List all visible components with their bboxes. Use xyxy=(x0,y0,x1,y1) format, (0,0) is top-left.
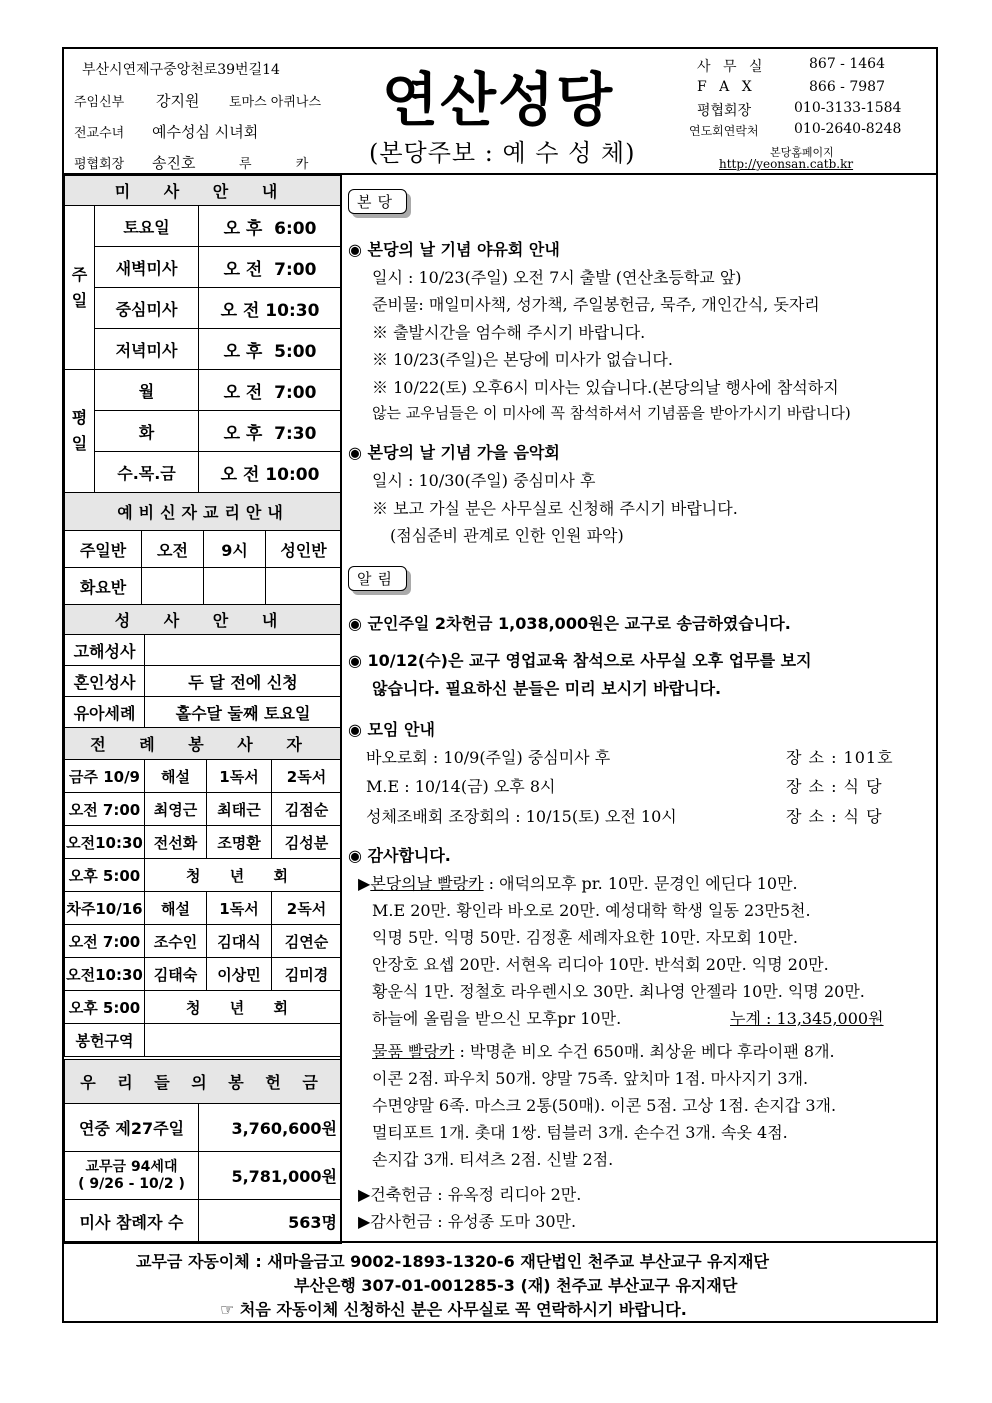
sacrament-name: 고해성사 xyxy=(65,635,145,666)
red-card-line: M.E 20만. 황인라 바오로 20만. 예성대학 학생 일동 23만5천. xyxy=(372,901,811,920)
picnic-line: 일시 : 10/23(주일) 오전 7시 출발 (연산초등학교 앞) xyxy=(372,268,742,287)
server-cell xyxy=(145,1024,342,1057)
nun-label: 전교수녀 xyxy=(74,126,125,141)
red-card-line: 익명 5만. 익명 50만. 김정훈 세례자요한 10만. 자모회 10만. xyxy=(372,928,798,947)
weekday-label-text: 평일 xyxy=(71,408,88,453)
notice-office-closed-cont: 않습니다. 필요하신 분들은 미리 보시기 바랍니다. xyxy=(372,679,722,698)
picnic-line: ※ 출발시간을 엄수해 주시기 바랍니다. xyxy=(372,323,646,342)
concert-line: (점심준비 관계로 인한 인원 파악) xyxy=(390,526,624,545)
notice-tag: 알림 xyxy=(348,566,407,591)
mass-name: 중심미사 xyxy=(95,288,199,329)
notice-military-sunday: ◉ 군인주일 2차헌금 1,038,000원은 교구로 송금하였습니다. xyxy=(348,614,791,633)
mass-name: 화 xyxy=(95,411,199,452)
catechumen-table xyxy=(64,492,342,605)
mass-name: 저녁미사 xyxy=(95,329,199,370)
meeting-place: 장 소 : 101호 xyxy=(786,748,894,767)
server-cell: 1독서 xyxy=(207,892,272,925)
contact-value-office: 867 - 1464 xyxy=(809,56,885,72)
bulletin-page xyxy=(62,47,938,1323)
council-label: 평협회장 xyxy=(74,157,125,172)
server-cell: 조수인 xyxy=(145,925,207,958)
offering-title: 우 리 들 의 봉 헌 금 xyxy=(65,1060,342,1104)
goods-line: 이콘 2점. 파우치 50개. 양말 75족. 앞치마 1점. 마사지기 3개. xyxy=(372,1069,809,1088)
server-cell: 오전10:30 xyxy=(65,826,145,859)
server-cell: 최태근 xyxy=(207,793,272,826)
server-cell: 최영근 xyxy=(145,793,207,826)
picnic-line: ※ 10/23(주일)은 본당에 미사가 없습니다. xyxy=(372,350,673,369)
contact-label-yeondo: 연도회연락처 xyxy=(689,124,759,138)
goods-line: 멀티포트 1개. 촛대 1쌍. 텀블러 3개. 손수건 3개. 속옷 4점. xyxy=(372,1123,788,1142)
red-card-total: 누계 : 13,345,000원 xyxy=(730,1009,884,1028)
goods-text: : 박명춘 비오 수건 650매. 최상윤 베다 후라이팬 8개. xyxy=(454,1042,835,1061)
red-card-label: 본당의날 빨랑카 xyxy=(370,874,484,893)
weekday-label xyxy=(65,370,95,493)
pastor-label: 주임신부 xyxy=(74,95,125,110)
mass-time: 오 후 5:00 xyxy=(199,329,342,370)
server-cell: 금주 10/9 xyxy=(65,760,145,793)
server-cell: 청 년 회 xyxy=(145,859,342,892)
offering-value: 3,760,600원 xyxy=(199,1104,342,1152)
meeting-place: 장 소 : 식 당 xyxy=(786,807,883,826)
offering-value: 5,781,000원 xyxy=(199,1152,342,1200)
contact-label-council: 평협회장 xyxy=(697,103,752,119)
goods-line xyxy=(372,1039,835,1062)
catechumen-cell xyxy=(142,568,204,605)
sacraments-table xyxy=(64,604,342,728)
meeting-place: 장 소 : 식 당 xyxy=(786,777,883,796)
goods-line: 수면양말 6족. 마스크 2통(50매). 이콘 5점. 고상 1점. 손지갑 3개. xyxy=(372,1096,837,1115)
footer-line-1: 교무금 자동이체 : 새마을금고 9002-1893-1320-6 재단법인 천주교 부산교구 유지재단 xyxy=(136,1252,769,1271)
goods-line: 손지갑 3개. 티셔츠 2점. 신발 2점. xyxy=(372,1150,614,1169)
sacrament-value xyxy=(145,635,342,666)
server-cell: 해설 xyxy=(145,760,207,793)
building-offering: ▶건축헌금 : 유옥정 리디아 2만. xyxy=(358,1185,582,1204)
server-cell: 김미경 xyxy=(272,958,342,991)
mass-time: 오 전 10:00 xyxy=(199,452,342,493)
server-cell: 조명환 xyxy=(207,826,272,859)
server-cell: 김성분 xyxy=(272,826,342,859)
page-title: 연산성당 xyxy=(382,66,615,134)
servers-title: 전 례 봉 사 자 xyxy=(65,728,342,760)
server-cell: 전선화 xyxy=(145,826,207,859)
concert-line: ※ 보고 가실 분은 사무실로 신청해 주시기 바랍니다. xyxy=(372,499,738,518)
thanks-offering: ▶감사헌금 : 유성종 도마 30만. xyxy=(358,1212,577,1231)
sunday-label xyxy=(65,206,95,370)
parish-tag: 본당 xyxy=(348,189,407,214)
meeting-text: M.E : 10/14(금) 오후 8시 xyxy=(366,777,556,796)
server-cell: 차주10/16 xyxy=(65,892,145,925)
server-cell: 오전 7:00 xyxy=(65,793,145,826)
mass-time: 오 전 7:00 xyxy=(199,247,342,288)
meeting-heading: ◉ 모임 안내 xyxy=(348,720,435,739)
mass-name: 토요일 xyxy=(95,206,199,247)
mass-title: 미 사 안 내 xyxy=(65,176,342,206)
picnic-line: 준비물: 매일미사책, 성가책, 주일봉헌금, 묵주, 개인간식, 돗자리 xyxy=(372,295,820,314)
contact-label-office: 사 무 실 xyxy=(697,59,767,75)
footer-line-2: 부산은행 307-01-001285-3 (재) 천주교 부산교구 유지재단 xyxy=(294,1276,738,1295)
offering-label: 미사 참례자 수 xyxy=(65,1200,199,1244)
concert-heading: ◉ 본당의 날 기념 가을 음악회 xyxy=(348,443,560,462)
server-cell: 오전10:30 xyxy=(65,958,145,991)
red-card-line xyxy=(358,871,798,894)
servers-table xyxy=(64,727,342,1057)
mass-name: 새벽미사 xyxy=(95,247,199,288)
server-cell: 봉헌구역 xyxy=(65,1024,145,1057)
pastor-name: 강지원 xyxy=(156,92,200,110)
server-cell: 1독서 xyxy=(207,760,272,793)
mass-time: 오 전 10:30 xyxy=(199,288,342,329)
nun-name: 예수성심 시녀회 xyxy=(152,123,259,141)
sunday-label-text: 주일 xyxy=(71,264,88,310)
council-name: 송진호 xyxy=(152,154,196,172)
goods-label: 물품 빨랑카 xyxy=(372,1042,455,1061)
column-divider xyxy=(340,175,342,1243)
notice-office-closed: ◉ 10/12(수)은 교구 영업교육 참석으로 사무실 오후 업무를 보지 xyxy=(348,651,812,670)
contact-value-yeondo: 010-2640-8248 xyxy=(794,121,902,137)
meeting-text: 성체조배회 조장회의 : 10/15(토) 오전 10시 xyxy=(366,807,677,826)
server-cell: 김대식 xyxy=(207,925,272,958)
red-card-line: 황운식 1만. 정철호 라우렌시오 30만. 최나영 안젤라 10만. 익명 20만. xyxy=(372,982,865,1001)
server-cell: 해설 xyxy=(145,892,207,925)
server-cell: 오후 5:00 xyxy=(65,859,145,892)
homepage-label: 본당홈페이지 xyxy=(770,146,834,159)
council-baptism: 루 카 xyxy=(239,157,329,172)
server-cell: 오후 5:00 xyxy=(65,991,145,1024)
red-card-text: : 애덕의모후 pr. 10만. 문경인 에딘다 10만. xyxy=(483,874,798,893)
red-card-line: 안장호 요셉 20만. 서현옥 리디아 10만. 반석회 20만. 익명 20만. xyxy=(372,955,829,974)
server-cell: 김태숙 xyxy=(145,958,207,991)
offering-label: 연중 제27주일 xyxy=(65,1104,199,1152)
mass-name: 수.목.금 xyxy=(95,452,199,493)
pastor-baptism: 토마스 아퀴나스 xyxy=(229,95,322,110)
offering-label: 교무금 94세대 ( 9/26 - 10/2 ) xyxy=(65,1152,199,1200)
catechumen-cell: 화요반 xyxy=(65,568,142,605)
contact-value-fax: 866 - 7987 xyxy=(809,79,885,95)
picnic-heading: ◉ 본당의 날 기념 야유회 안내 xyxy=(348,240,560,259)
server-cell: 김점순 xyxy=(272,793,342,826)
offering-table xyxy=(64,1059,342,1244)
parish-address: 부산시연제구중앙천로39번길14 xyxy=(82,62,280,78)
sacrament-name: 혼인성사 xyxy=(65,666,145,697)
footer-line-3: ☞ 처음 자동이체 신청하신 분은 사무실로 꼭 연락하시기 바랍니다. xyxy=(220,1300,687,1319)
mass-time: 오 후 7:30 xyxy=(199,411,342,452)
mass-name: 월 xyxy=(95,370,199,411)
picnic-line: 않는 교우님들은 이 미사에 꼭 참석하셔서 기념품을 받아가시기 바랍니다) xyxy=(372,404,851,422)
footer-divider xyxy=(64,1241,936,1243)
mass-table xyxy=(64,175,342,493)
catechumen-title: 예비신자교리안내 xyxy=(65,493,342,531)
catechumen-cell xyxy=(204,568,266,605)
catechumen-cell xyxy=(266,568,342,605)
mass-time: 오 후 6:00 xyxy=(199,206,342,247)
red-card-line: 하늘에 올림을 받으신 모후pr 10만. xyxy=(372,1009,622,1028)
concert-line: 일시 : 10/30(주일) 중심미사 후 xyxy=(372,471,596,490)
catechumen-cell: 9시 xyxy=(204,531,266,568)
server-cell: 이상민 xyxy=(207,958,272,991)
meeting-text: 바오로회 : 10/9(주일) 중심미사 후 xyxy=(366,748,611,767)
server-cell: 2독서 xyxy=(272,892,342,925)
contact-value-council: 010-3133-1584 xyxy=(794,100,902,116)
picnic-line: ※ 10/22(토) 오후6시 미사는 있습니다.(본당의날 행사에 참석하지 xyxy=(372,378,839,397)
sacrament-value: 홀수달 둘째 토요일 xyxy=(145,697,342,728)
thanks-heading: ◉ 감사합니다. xyxy=(348,846,451,865)
server-cell: 2독서 xyxy=(272,760,342,793)
mass-time: 오 전 7:00 xyxy=(199,370,342,411)
catechumen-cell: 성인반 xyxy=(266,531,342,568)
server-cell: 오전 7:00 xyxy=(65,925,145,958)
catechumen-cell: 주일반 xyxy=(65,531,142,568)
sacrament-value: 두 달 전에 신청 xyxy=(145,666,342,697)
catechumen-cell: 오전 xyxy=(142,531,204,568)
offering-value: 563명 xyxy=(199,1200,342,1244)
sacraments-title: 성 사 안 내 xyxy=(65,605,342,635)
sacrament-name: 유아세례 xyxy=(65,697,145,728)
homepage-link[interactable]: http://yeonsan.catb.kr xyxy=(719,157,854,171)
contact-label-fax: F A X xyxy=(697,79,756,95)
server-cell: 김연순 xyxy=(272,925,342,958)
arrow-icon: ▶ xyxy=(358,874,371,893)
page-subtitle: (본당주보 : 예 수 성 체) xyxy=(369,139,636,167)
server-cell: 청 년 회 xyxy=(145,991,342,1024)
